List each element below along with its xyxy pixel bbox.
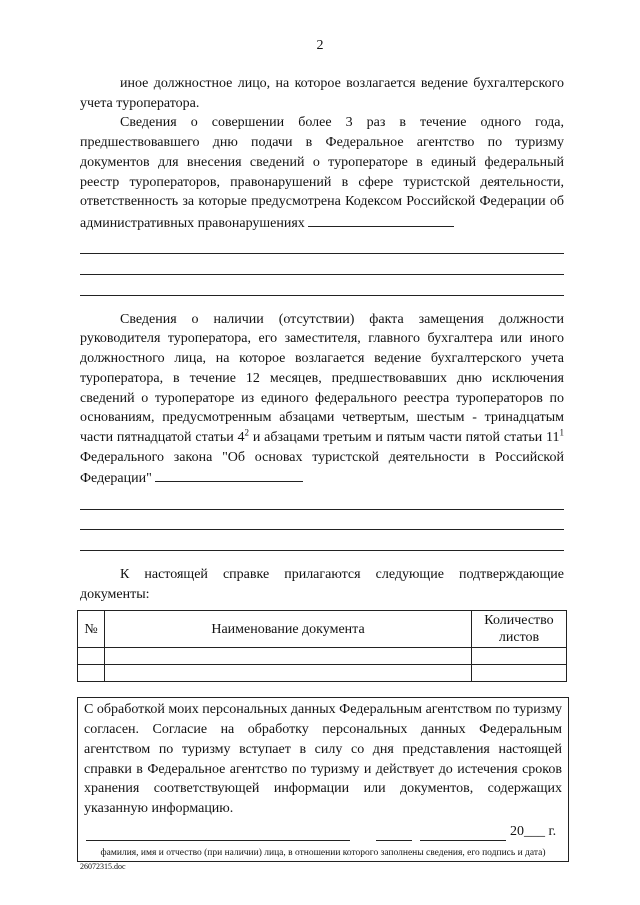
fill-line[interactable] [155,467,303,482]
paragraph-positions [80,310,564,489]
table-cell[interactable] [472,648,567,665]
fill-line[interactable] [80,234,564,255]
table-cell[interactable] [78,665,105,682]
table-cell[interactable] [472,665,567,682]
paragraph-positions-text-b: и абзацами третьим и пятым части пятой статьи 11 [249,429,560,445]
table-header-row [78,611,567,648]
footer-filename: 26072315.doc [80,862,126,871]
paragraph-violations [80,113,564,233]
fill-line[interactable] [80,510,564,531]
superscript: 1 [559,427,565,438]
paragraph-continuation: иное должностное лицо, на которое возлагается ведение бухгалтерского учета туроператора. [80,76,564,111]
date-day-line[interactable] [376,839,412,841]
signature-row [84,821,562,845]
paragraph-violations-text: Сведения о совершении более 3 раз в течение одного года, предшествовавшего дню подачи в Федеральное агентство по туризму документов для внесения сведений о туроператоре в единый федеральный реестр туроператоров, правонарушений в сфере туристской деятельности, ответственность за которые предусмотрена Кодексом Российской Федерации об административных правонарушениях [80,115,564,231]
page-number: 2 [316,38,324,53]
document-body [80,74,564,862]
column-header-count: Количество листов [472,611,567,648]
table-cell[interactable] [105,648,472,665]
paragraph-positions-text-c: Федерального закона "Об основах туристской деятельности в Российской Федерации" [80,449,564,487]
column-header-name: Наименование документа [105,611,472,648]
table-cell[interactable] [105,665,472,682]
fill-line[interactable] [80,489,564,510]
date-month-line[interactable] [420,839,506,841]
fill-line[interactable] [80,254,564,275]
fill-line[interactable] [308,212,454,227]
documents-table [77,610,567,682]
signature-caption: фамилия, имя и отчество (при наличии) лица, в отношении которого заполнены сведения, его подпись и дата) [100,847,546,858]
fill-line[interactable] [80,275,564,296]
paragraph-positions-text-a: Сведения о наличии (отсутствии) факта замещения должности руководителя туроператора, его заместителя, главного бухгалтера или иного должностного лица, на которое возлагается ведение бухгалтерского учета туроператора, в течение 12 месяцев, предшествовавших дню исключения сведений о туроператоре из единого федерального реестра туроператоров по основаниям, предусмотренным абзацами четвертым, шестым - тринадцатым части пятнадцатой статьи 4 [80,311,564,445]
paragraph-attachments: К настоящей справке прилагаются следующие подтверждающие документы: [80,567,564,602]
table-cell[interactable] [78,648,105,665]
superscript: 2 [244,427,250,438]
date-year: 20___ г. [510,824,557,839]
table-row [78,648,567,665]
fill-line[interactable] [80,530,564,551]
consent-text: С обработкой моих персональных данных Федеральным агентством по туризму согласен. Согласие на обработку персональных данных Федеральным агентством по туризму вступает в силу со дня представления настоящей справки в Федеральное агентство по туризму и действует до истечения сроков хранения соответствующей информации или документов, содержащих указанную информацию. [84,702,562,816]
column-header-number: № [78,611,105,648]
signature-line[interactable] [86,839,350,841]
consent-box [77,697,569,861]
table-row [78,665,567,682]
